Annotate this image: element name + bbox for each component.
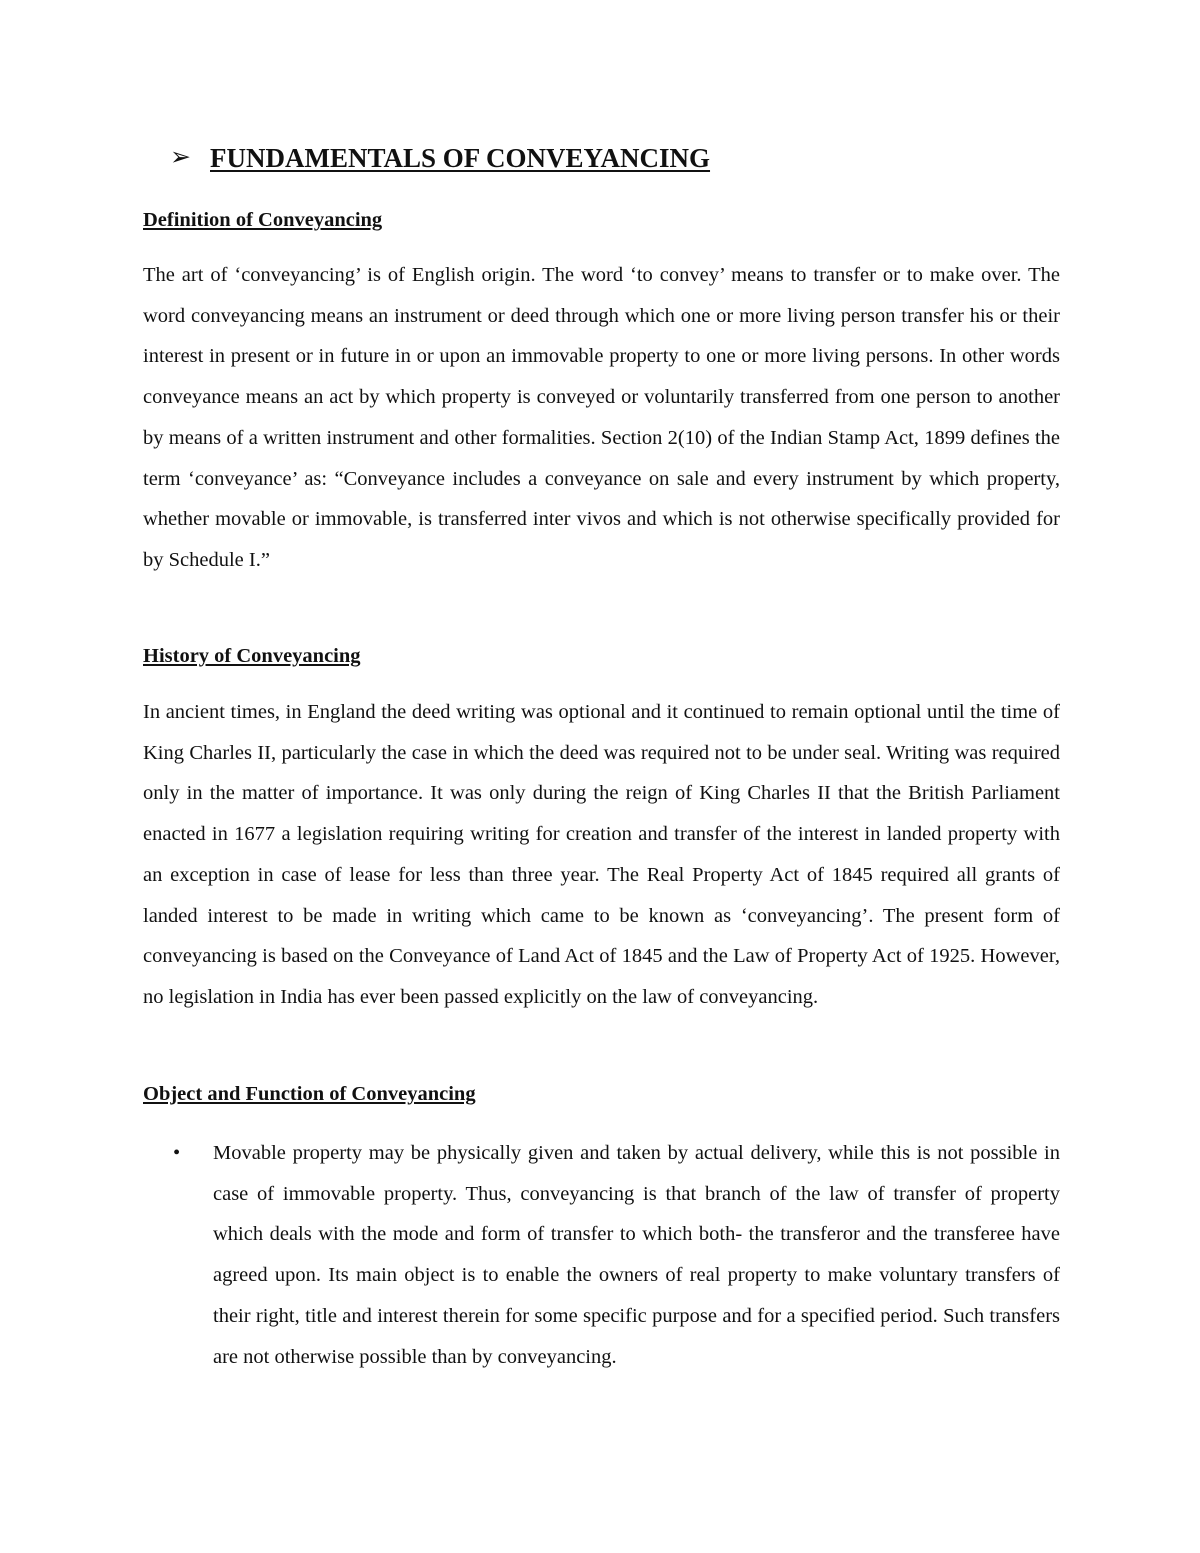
- title-row: [170, 140, 710, 176]
- list-item: [143, 1133, 1060, 1377]
- heading-history: History of Conveyancing: [143, 645, 361, 667]
- arrow-bullet-icon: ➢: [170, 144, 191, 171]
- bullet-icon: •: [173, 1142, 181, 1164]
- bullet-text: Movable property may be physically given and taken by actual delivery, while this is not possible in case of immovable property. Thus, conveyancing is that branch of the law of transfer of property which deals with the mode and form of transfer to which both- the transferor and the transferee have agreed upon. Its main object is to enable the owners of real property to make voluntary transfers of their right, title and interest therein for some specific purpose and for a specified period. Such transfers are not otherwise possible than by conveyancing.: [213, 1142, 1060, 1368]
- heading-object-function: Object and Function of Conveyancing: [143, 1083, 476, 1105]
- page-title: FUNDAMENTALS OF CONVEYANCING: [210, 143, 711, 173]
- paragraph-definition: The art of ‘conveyancing’ is of English origin. The word ‘to convey’ means to transfer or to make over. The word conveyancing means an instrument or deed through which one or more living person transfer his or their interest in present or in future in or upon an immovable property to one or more living persons. In other words conveyance means an act by which property is conveyed or voluntarily transferred from one person to another by means of a written instrument and other formalities. Section 2(10) of the Indian Stamp Act, 1899 defines the term ‘conveyance’ as: “Conveyance includes a conveyance on sale and every instrument by which property, whether movable or immovable, is transferred inter vivos and which is not otherwise specifically provided for by Schedule I.”: [143, 264, 1060, 571]
- heading-definition: Definition of Conveyancing: [143, 209, 383, 231]
- paragraph-history: In ancient times, in England the deed writing was optional and it continued to remain optional until the time of King Charles II, particularly the case in which the deed was required not to be under seal. Writing was required only in the matter of importance. It was only during the reign of King Charles II that the British Parliament enacted in 1677 a legislation requiring writing for creation and transfer of the interest in landed property with an exception in case of lease for less than three year. The Real Property Act of 1845 required all grants of landed interest to be made in writing which came to be known as ‘conveyancing’. The present form of conveyancing is based on the Conveyance of Land Act of 1845 and the Law of Property Act of 1925. However, no legislation in India has ever been passed explicitly on the law of conveyancing.: [143, 701, 1060, 1008]
